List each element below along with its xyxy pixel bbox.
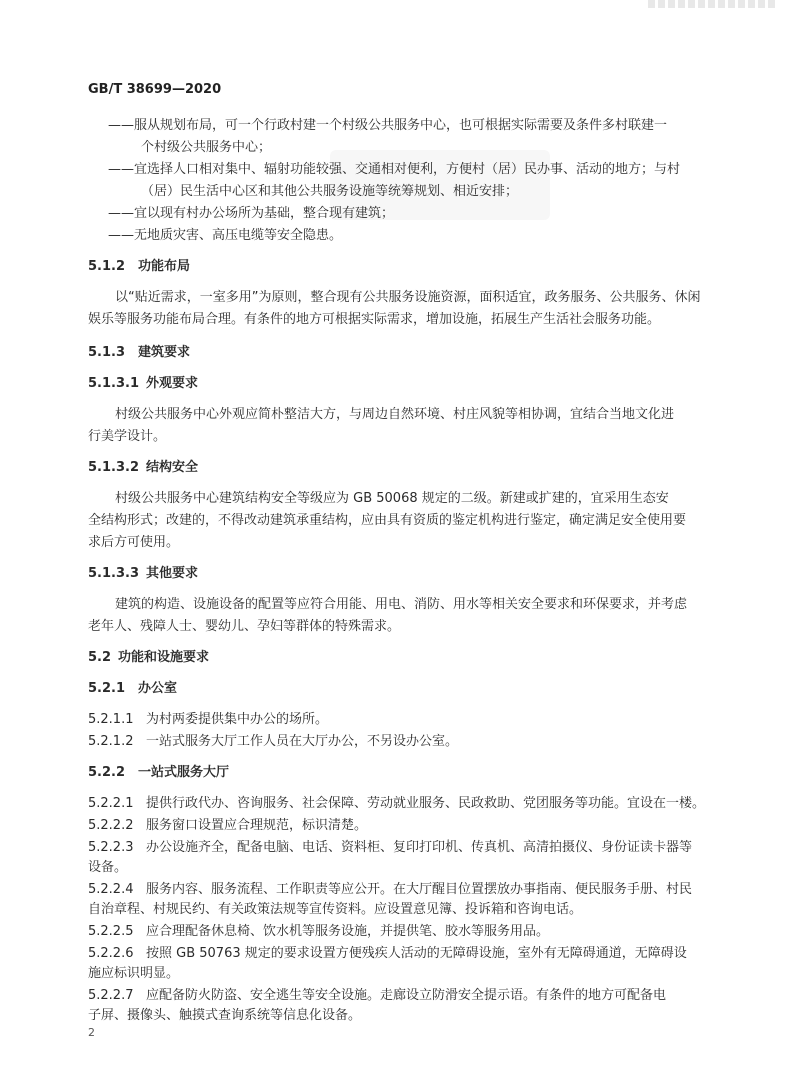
section-heading-5-2 bbox=[88, 649, 209, 666]
clause-number: 5.2.2.6 bbox=[88, 946, 134, 961]
clause-number: 5.2.1.1 bbox=[88, 712, 134, 727]
paragraph-line: 村级公共服务中心建筑结构安全等级应为 GB 50068 规定的二级。新建或扩建的，宜采用生态安 bbox=[115, 491, 669, 506]
section-title: 办公室 bbox=[138, 681, 178, 696]
clause-number: 5.2.2.3 bbox=[88, 840, 134, 855]
section-number: 5.2 bbox=[88, 650, 112, 665]
clause-5-2-2-1 bbox=[88, 795, 705, 812]
clause-continuation: 设备。 bbox=[88, 860, 128, 875]
clause-text: 应配备防火防盗、安全逃生等安全设施。走廊设立防滑安全提示语。有条件的地方可配备电 bbox=[146, 988, 667, 1003]
section-title: 一站式服务大厅 bbox=[138, 765, 230, 780]
section-heading-5-1-2 bbox=[88, 258, 190, 275]
list-item-cont: 个村级公共服务中心； bbox=[141, 140, 272, 155]
header-mark-decoration bbox=[648, 0, 778, 8]
clause-5-2-2-7 bbox=[88, 987, 666, 1004]
clause-text: 应合理配备休息椅、饮水机等服务设施，并提供笔、胶水等服务用品。 bbox=[146, 924, 550, 939]
paragraph-line: 村级公共服务中心外观应简朴整洁大方，与周边自然环境、村庄风貌等相协调，宜结合当地文化进 bbox=[115, 407, 675, 422]
clause-continuation: 自治章程、村规民约、有关政策法规等宣传资料。应设置意见簿、投诉箱和咨询电话。 bbox=[88, 902, 583, 917]
clause-5-2-2-6 bbox=[88, 945, 687, 962]
list-item: ——宜以现有村办公场所为基础，整合现有建筑； bbox=[108, 206, 395, 221]
clause-number: 5.2.2.5 bbox=[88, 924, 134, 939]
paragraph-line: 以“贴近需求，一室多用”为原则，整合现有公共服务设施资源，面积适宜，政务服务、公共服务、休闲 bbox=[115, 290, 701, 305]
paragraph-line: 全结构形式；改建的，不得改动建筑承重结构，应由具有资质的鉴定机构进行鉴定，确定满足安全使用要 bbox=[88, 513, 687, 528]
section-heading-5-1-3-3 bbox=[88, 565, 198, 582]
clause-continuation: 子屏、摄像头、触摸式查询系统等信息化设备。 bbox=[88, 1008, 362, 1023]
list-item: ——宜选择人口相对集中、辐射功能较强、交通相对便利，方便村（居）民办事、活动的地方；与村 bbox=[108, 162, 681, 177]
section-heading-5-2-2 bbox=[88, 764, 229, 781]
section-number: 5.1.3 bbox=[88, 345, 126, 360]
list-item-cont: （居）民生活中心区和其他公共服务设施等统筹规划、相近安排； bbox=[141, 184, 519, 199]
paragraph-line: 娱乐等服务功能布局合理。有条件的地方可根据实际需求，增加设施，拓展生产生活社会服务功能。 bbox=[88, 312, 661, 327]
section-number: 5.1.3.3 bbox=[88, 566, 139, 581]
clause-text: 提供行政代办、咨询服务、社会保障、劳动就业服务、民政救助、党团服务等功能。宜设在一楼。 bbox=[146, 796, 706, 811]
paragraph-line: 老年人、残障人士、婴幼儿、孕妇等群体的特殊需求。 bbox=[88, 619, 401, 634]
clause-number: 5.2.1.2 bbox=[88, 734, 134, 749]
section-number: 5.2.1 bbox=[88, 681, 126, 696]
section-heading-5-2-1 bbox=[88, 680, 177, 697]
section-title: 外观要求 bbox=[146, 376, 199, 391]
clause-text: 为村两委提供集中办公的场所。 bbox=[146, 712, 329, 727]
list-item: ——无地质灾害、高压电缆等安全隐患。 bbox=[108, 228, 343, 243]
clause-number: 5.2.2.2 bbox=[88, 818, 134, 833]
paragraph-line: 行美学设计。 bbox=[88, 429, 167, 444]
list-item: ——服从规划布局，可一个行政村建一个村级公共服务中心，也可根据实际需要及条件多村联建一 bbox=[108, 118, 668, 133]
clause-text: 一站式服务大厅工作人员在大厅办公，不另设办公室。 bbox=[146, 734, 459, 749]
clause-text: 服务内容、服务流程、工作职责等应公开。在大厅醒目位置摆放办事指南、便民服务手册、村民 bbox=[146, 882, 693, 897]
standard-number: GB/T 38699—2020 bbox=[88, 82, 222, 97]
clause-number: 5.2.2.4 bbox=[88, 882, 134, 897]
paragraph-line: 建筑的构造、设施设备的配置等应符合用能、用电、消防、用水等相关安全要求和环保要求，并考虑 bbox=[115, 597, 688, 612]
clause-5-2-2-5 bbox=[88, 923, 549, 940]
section-title: 功能布局 bbox=[138, 259, 191, 274]
section-title: 结构安全 bbox=[146, 460, 199, 475]
section-title: 功能和设施要求 bbox=[118, 650, 210, 665]
section-number: 5.1.3.2 bbox=[88, 460, 139, 475]
section-title: 其他要求 bbox=[146, 566, 199, 581]
section-title: 建筑要求 bbox=[138, 345, 191, 360]
clause-5-2-1-2 bbox=[88, 733, 458, 750]
clause-5-2-1-1 bbox=[88, 711, 328, 728]
section-number: 5.2.2 bbox=[88, 765, 126, 780]
clause-number: 5.2.2.1 bbox=[88, 796, 134, 811]
section-heading-5-1-3-1 bbox=[88, 375, 198, 392]
clause-5-2-2-2 bbox=[88, 817, 367, 834]
clause-text: 按照 GB 50763 规定的要求设置方便残疾人活动的无障碍设施，室外有无障碍通道，无障碍设 bbox=[146, 946, 687, 961]
clause-text: 办公设施齐全，配备电脑、电话、资料柜、复印打印机、传真机、高清拍摄仪、身份证读卡器等 bbox=[146, 840, 693, 855]
section-heading-5-1-3-2 bbox=[88, 459, 198, 476]
section-number: 5.1.3.1 bbox=[88, 376, 139, 391]
section-number: 5.1.2 bbox=[88, 259, 126, 274]
clause-continuation: 施应标识明显。 bbox=[88, 966, 180, 981]
clause-number: 5.2.2.7 bbox=[88, 988, 134, 1003]
page-number: 2 bbox=[88, 1026, 95, 1039]
section-heading-5-1-3 bbox=[88, 344, 190, 361]
clause-text: 服务窗口设置应合理规范，标识清楚。 bbox=[146, 818, 368, 833]
clause-5-2-2-3 bbox=[88, 839, 692, 856]
paragraph-line: 求后方可使用。 bbox=[88, 535, 180, 550]
clause-5-2-2-4 bbox=[88, 881, 692, 898]
